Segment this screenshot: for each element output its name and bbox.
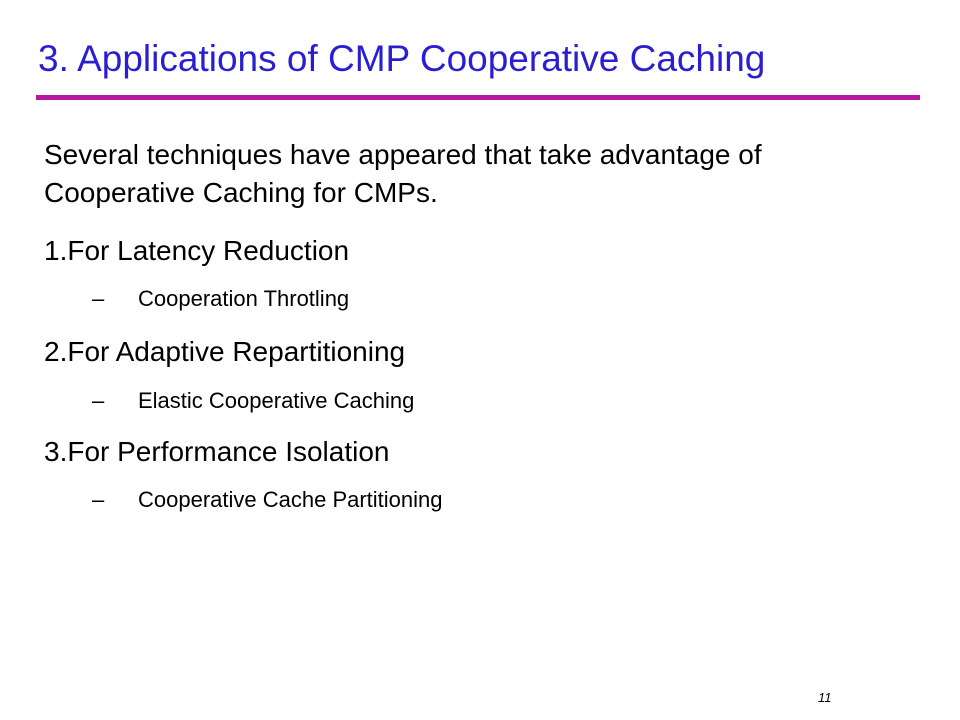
sub-item-dash: – xyxy=(92,487,105,512)
sub-item-dash: – xyxy=(92,388,105,413)
sub-item-cooperative-cache-partitioning xyxy=(92,485,443,515)
page-number: 11 xyxy=(818,690,832,705)
list-item-performance-isolation: 3.For Performance Isolation xyxy=(44,436,390,467)
sub-item-dash: – xyxy=(92,286,105,311)
list-item-latency-reduction: 1.For Latency Reduction xyxy=(44,235,350,266)
sub-item-label: Cooperative Cache Partitioning xyxy=(138,487,443,512)
slide-title: 3. Applications of CMP Cooperative Caching xyxy=(38,38,766,79)
sub-item-elastic-cooperative-caching xyxy=(92,386,414,416)
list-item-adaptive-repartitioning: 2.For Adaptive Repartitioning xyxy=(44,336,406,367)
sub-item-label: Cooperation Throtling xyxy=(138,286,350,311)
sub-item-cooperation-throtling xyxy=(92,284,349,314)
sub-item-label: Elastic Cooperative Caching xyxy=(138,388,415,413)
title-divider xyxy=(36,95,920,100)
intro-paragraph: Several techniques have appeared that take advantage of Cooperative Caching for CMPs. xyxy=(44,139,762,208)
